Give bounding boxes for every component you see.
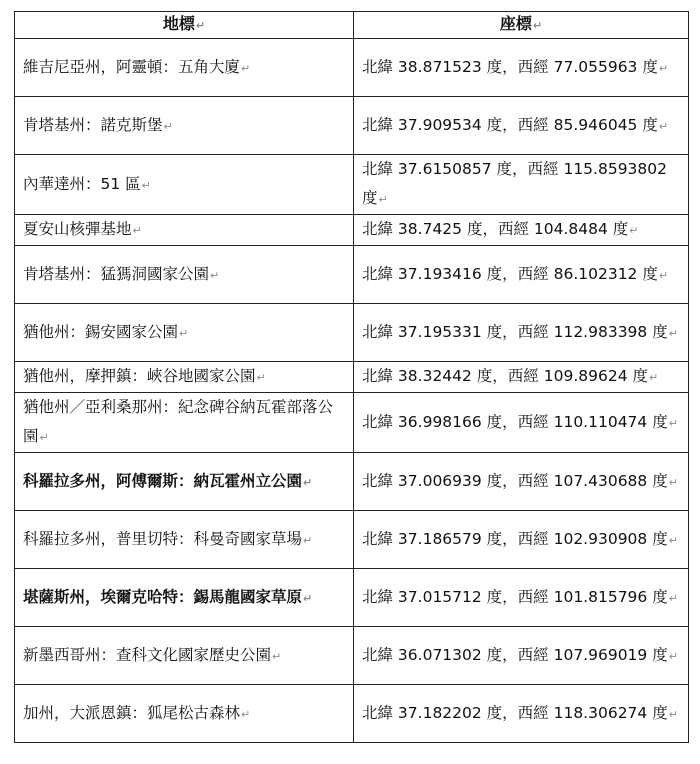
paragraph-mark-icon: ↵ xyxy=(210,268,220,282)
coordinates-cell xyxy=(354,685,689,743)
paragraph-mark-icon: ↵ xyxy=(668,533,678,547)
landmark-name: 猶他州／亞利桑那州：紀念碑谷納瓦霍部落公園 xyxy=(23,398,334,445)
landmark-name: 猶他州：錫安國家公園 xyxy=(23,322,179,341)
landmark-cell xyxy=(15,155,354,215)
table-row xyxy=(15,393,689,453)
paragraph-mark-icon: ↵ xyxy=(39,431,49,444)
coordinates-cell xyxy=(354,453,689,511)
paragraph-mark-icon: ↵ xyxy=(668,649,678,663)
landmark-name: 夏安山核彈基地 xyxy=(23,220,132,238)
paragraph-mark-icon: ↵ xyxy=(303,475,313,489)
table-row xyxy=(15,39,689,97)
header-coordinates-label: 座標 xyxy=(499,14,532,33)
landmark-name: 加州，大派恩鎮：狐尾松古森林 xyxy=(23,703,241,722)
paragraph-mark-icon: ↵ xyxy=(241,707,251,721)
landmarks-table xyxy=(14,11,689,743)
table-row xyxy=(15,246,689,304)
table-row xyxy=(15,569,689,627)
paragraph-mark-icon: ↵ xyxy=(163,119,173,133)
coordinates-value: 北緯 38.7425 度，西經 104.8484 度 xyxy=(362,220,629,238)
header-coordinates xyxy=(354,12,689,39)
coordinates-cell xyxy=(354,511,689,569)
coordinates-value: 北緯 37.6150857 度，西經 115.8593802 度 xyxy=(362,160,668,207)
coordinates-value: 北緯 37.195331 度，西經 112.983398 度 xyxy=(362,322,668,341)
coordinates-value: 北緯 38.32442 度，西經 109.89624 度 xyxy=(362,367,648,385)
landmark-cell xyxy=(15,511,354,569)
table-row xyxy=(15,362,689,393)
header-row xyxy=(15,12,689,39)
coordinates-cell xyxy=(354,569,689,627)
landmark-name: 內華達州：51 區 xyxy=(23,174,141,193)
paragraph-mark-icon: ↵ xyxy=(629,224,639,237)
landmark-name: 科羅拉多州，普里切特：科曼奇國家草場 xyxy=(23,529,303,548)
paragraph-mark-icon: ↵ xyxy=(658,61,669,75)
paragraph-mark-icon: ↵ xyxy=(668,326,678,340)
paragraph-mark-icon: ↵ xyxy=(241,61,251,75)
coordinates-value: 北緯 37.006939 度，西經 107.430688 度 xyxy=(362,471,668,490)
landmark-name: 新墨西哥州：查科文化國家歷史公園 xyxy=(23,645,272,664)
paragraph-mark-icon: ↵ xyxy=(658,268,669,282)
table-row xyxy=(15,215,689,246)
table-row xyxy=(15,685,689,743)
table-row xyxy=(15,627,689,685)
paragraph-mark-icon: ↵ xyxy=(141,178,151,192)
paragraph-mark-icon: ↵ xyxy=(658,119,669,133)
landmark-name: 猶他州，摩押鎮：峽谷地國家公園 xyxy=(23,367,256,385)
table-header xyxy=(15,12,689,39)
coordinates-cell xyxy=(354,362,689,393)
table-row xyxy=(15,155,689,215)
paragraph-mark-icon: ↵ xyxy=(303,533,313,547)
landmark-cell xyxy=(15,39,354,97)
paragraph-mark-icon: ↵ xyxy=(668,591,678,605)
coordinates-cell xyxy=(354,39,689,97)
coordinates-value: 北緯 36.071302 度，西經 107.969019 度 xyxy=(362,645,668,664)
paragraph-mark-icon: ↵ xyxy=(668,416,678,430)
paragraph-mark-icon: ↵ xyxy=(132,224,142,237)
paragraph-mark-icon: ↵ xyxy=(378,193,388,206)
coordinates-cell xyxy=(354,304,689,362)
landmark-name: 維吉尼亞州，阿靈頓：五角大廈 xyxy=(23,57,241,76)
coordinates-value: 北緯 36.998166 度，西經 110.110474 度 xyxy=(362,412,668,431)
paragraph-mark-icon: ↵ xyxy=(532,19,543,32)
landmark-cell xyxy=(15,685,354,743)
paragraph-mark-icon: ↵ xyxy=(668,475,678,489)
landmark-cell xyxy=(15,215,354,246)
landmark-name: 肯塔基州：諾克斯堡 xyxy=(23,115,163,134)
paragraph-mark-icon: ↵ xyxy=(256,371,266,384)
landmark-cell xyxy=(15,304,354,362)
landmark-cell xyxy=(15,453,354,511)
paragraph-mark-icon: ↵ xyxy=(195,19,206,32)
landmark-name: 堪薩斯州，埃爾克哈特：錫馬龍國家草原 xyxy=(23,587,303,606)
header-landmark xyxy=(15,12,354,39)
coordinates-cell xyxy=(354,627,689,685)
table-row xyxy=(15,453,689,511)
landmark-cell xyxy=(15,97,354,155)
table-row xyxy=(15,304,689,362)
coordinates-cell xyxy=(354,155,689,215)
coordinates-value: 北緯 37.193416 度，西經 86.102312 度 xyxy=(362,264,658,283)
paragraph-mark-icon: ↵ xyxy=(649,371,659,384)
landmark-cell xyxy=(15,362,354,393)
paragraph-mark-icon: ↵ xyxy=(272,649,282,663)
table-row xyxy=(15,97,689,155)
coordinates-value: 北緯 37.182202 度，西經 118.306274 度 xyxy=(362,703,668,722)
header-landmark-label: 地標 xyxy=(162,14,195,33)
coordinates-cell xyxy=(354,246,689,304)
coordinates-value: 北緯 37.186579 度，西經 102.930908 度 xyxy=(362,529,668,548)
coordinates-cell xyxy=(354,97,689,155)
landmark-name: 肯塔基州：猛獁洞國家公園 xyxy=(23,264,210,283)
landmark-cell xyxy=(15,569,354,627)
landmark-cell xyxy=(15,246,354,304)
landmark-cell xyxy=(15,627,354,685)
coordinates-cell xyxy=(354,393,689,453)
landmark-name: 科羅拉多州，阿傅爾斯：納瓦霍州立公園 xyxy=(23,471,303,490)
coordinates-value: 北緯 37.015712 度，西經 101.815796 度 xyxy=(362,587,668,606)
landmark-cell xyxy=(15,393,354,453)
paragraph-mark-icon: ↵ xyxy=(668,707,678,721)
paragraph-mark-icon: ↵ xyxy=(303,591,313,605)
paragraph-mark-icon: ↵ xyxy=(179,326,189,340)
table-row xyxy=(15,511,689,569)
table-body xyxy=(15,39,689,743)
coordinates-value: 北緯 37.909534 度，西經 85.946045 度 xyxy=(362,115,658,134)
coordinates-cell xyxy=(354,215,689,246)
coordinates-value: 北緯 38.871523 度，西經 77.055963 度 xyxy=(362,57,658,76)
